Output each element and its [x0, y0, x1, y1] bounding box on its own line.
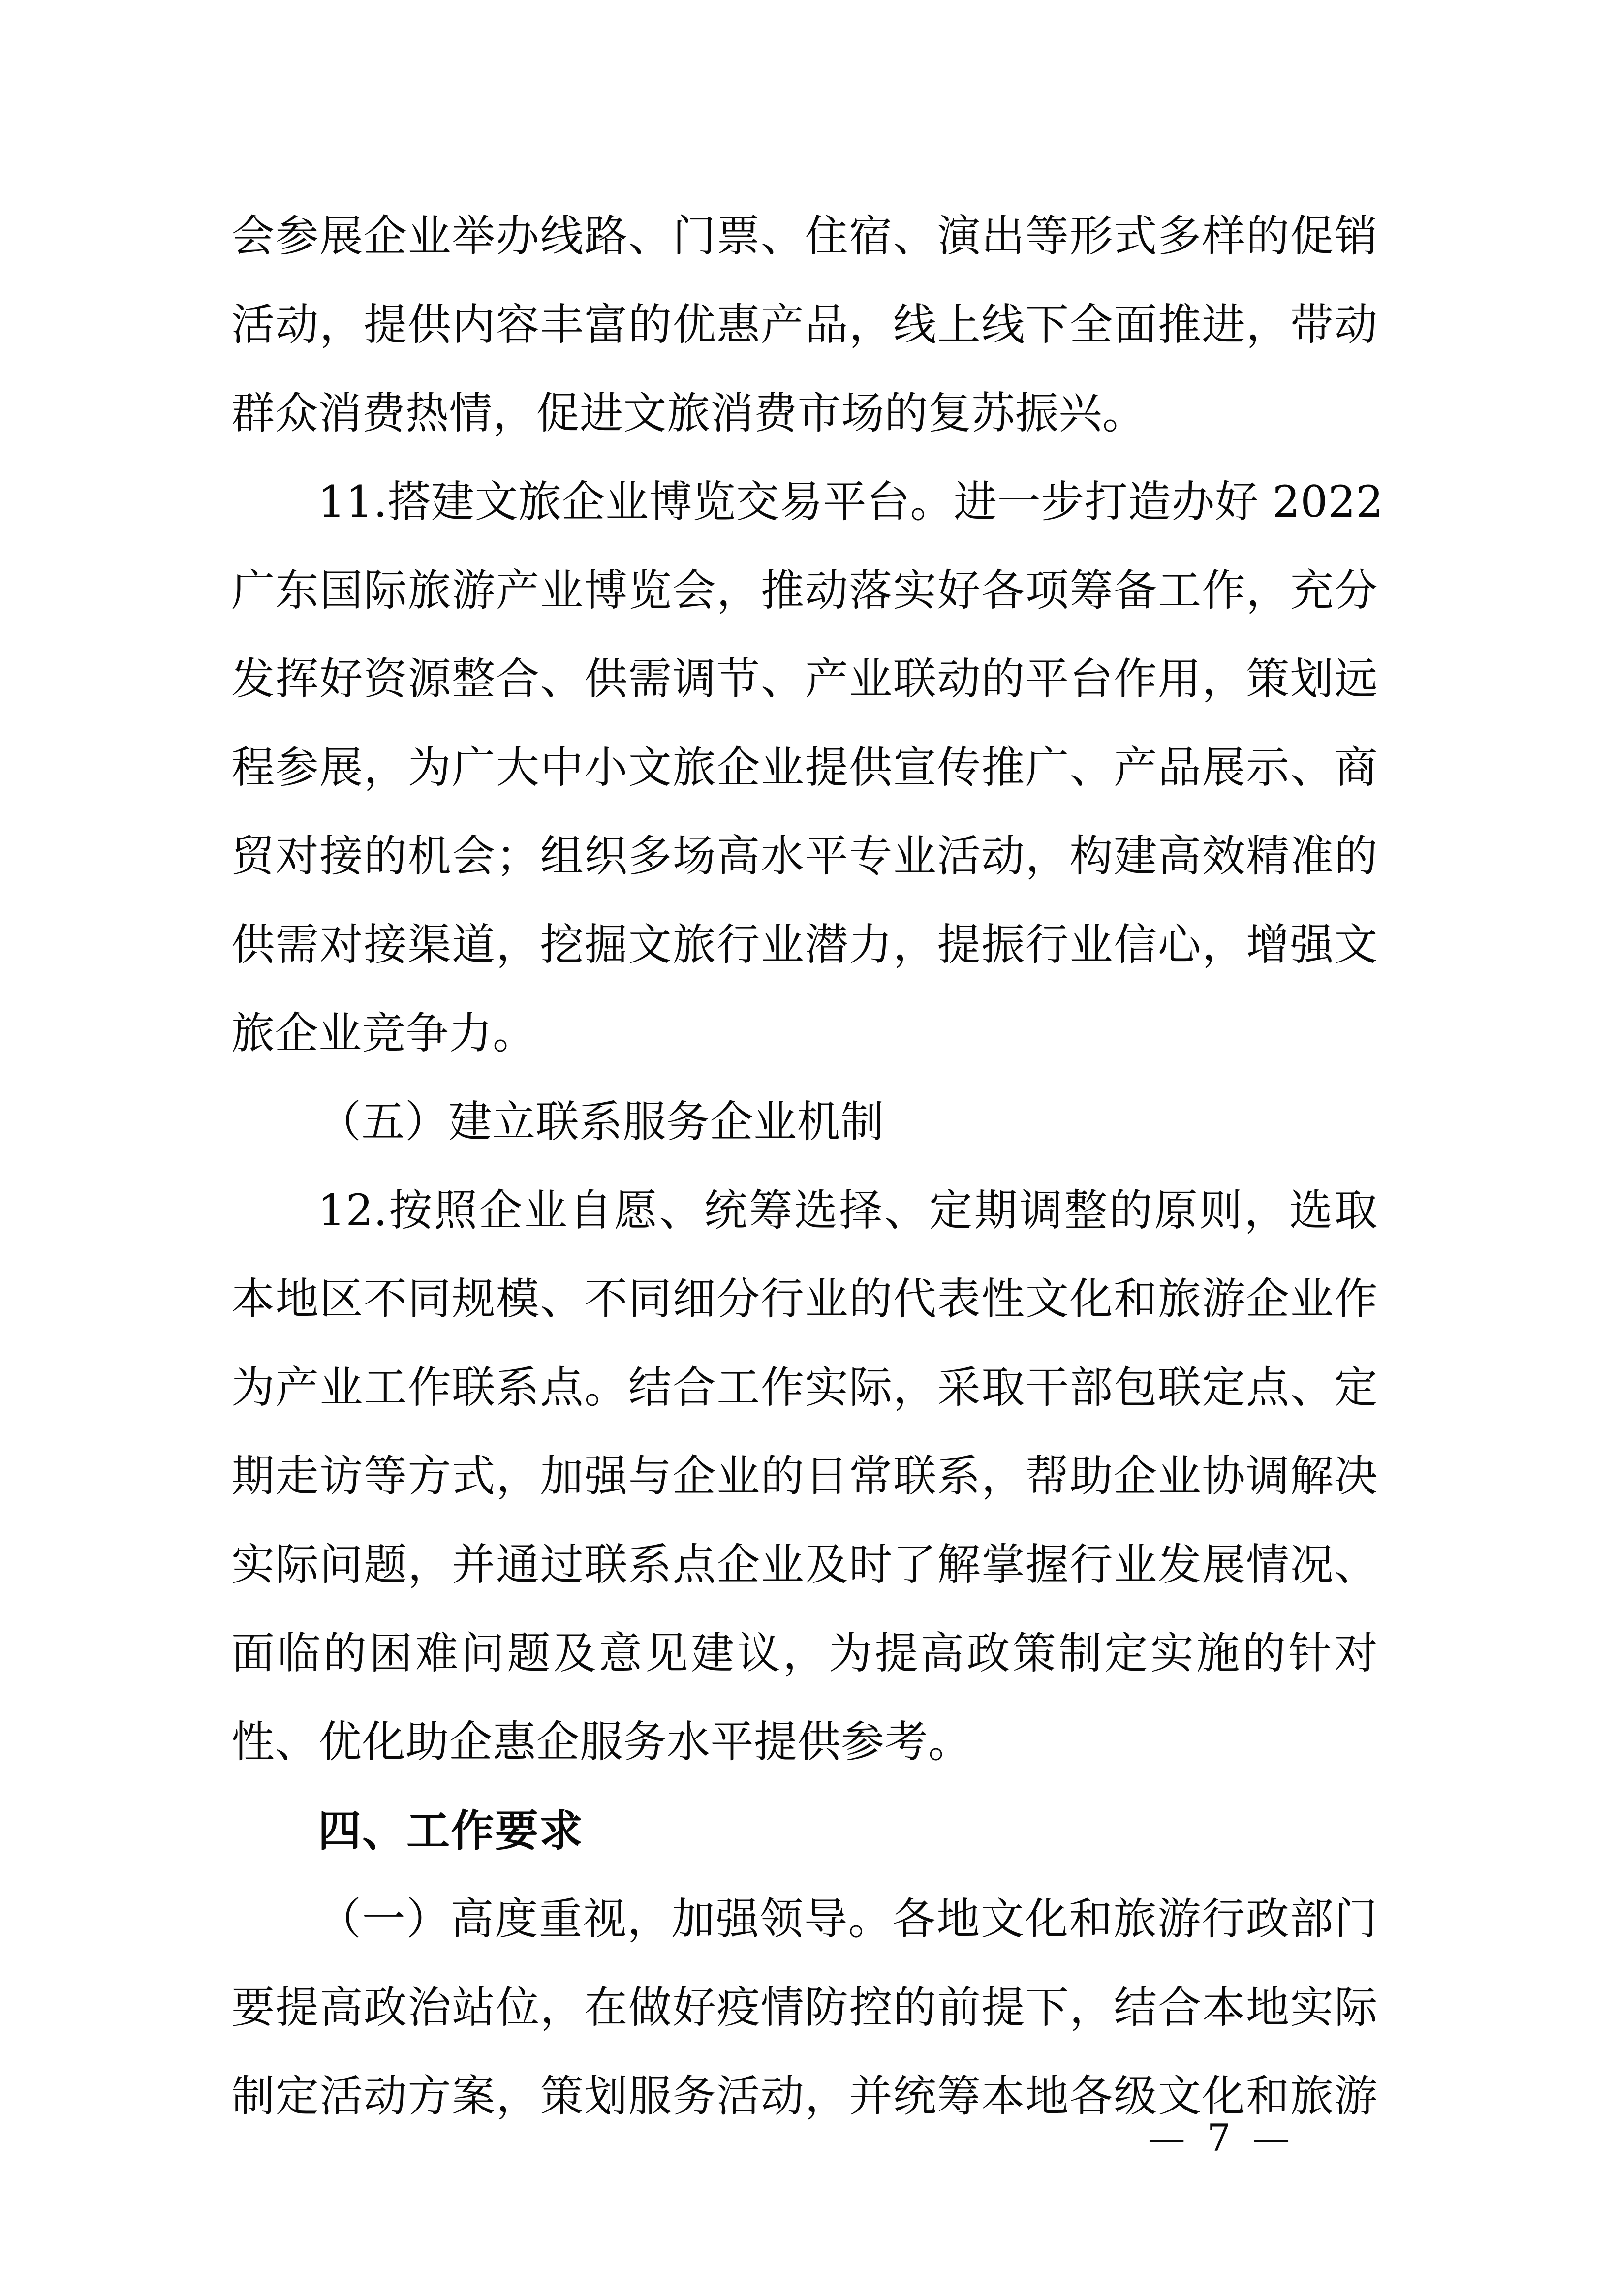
body-line: 期走访等方式，加强与企业的日常联系，帮助企业协调解决 — [231, 1451, 1378, 1501]
section-heading: 四、工作要求 — [318, 1805, 584, 1856]
body-line: 群众消费热情，促进文旅消费市场的复苏振兴。 — [231, 388, 1146, 438]
body-line: 会参展企业举办线路、门票、住宿、演出等形式多样的促销 — [231, 211, 1378, 261]
body-line: 旅企业竞争力。 — [231, 1008, 536, 1058]
body-line: 供需对接渠道，挖掘文旅行业潜力，提振行业信心，增强文 — [231, 919, 1378, 970]
document-body — [231, 192, 1384, 2141]
body-line: 要提高政治站位，在做好疫情防控的前提下，结合本地实际 — [231, 1982, 1378, 2033]
body-line: 程参展，为广大中小文旅企业提供宣传推广、产品展示、商 — [231, 742, 1378, 793]
body-line: 实际问题，并通过联系点企业及时了解掌握行业发展情况、 — [231, 1539, 1378, 1590]
body-line: 面临的困难问题及意见建议，为提高政策制定实施的针对 — [231, 1628, 1378, 1678]
body-line: 12.按照企业自愿、统筹选择、定期调整的原则，选取 — [318, 1185, 1378, 1236]
body-line: 贸对接的机会；组织多场高水平专业活动，构建高效精准的 — [231, 831, 1378, 881]
body-line: 性、优化助企惠企服务水平提供参考。 — [231, 1716, 972, 1767]
page-number — [0, 2116, 1616, 2160]
body-line: 为产业工作联系点。结合工作实际，采取干部包联定点、定 — [231, 1362, 1378, 1413]
body-line: （一）高度重视，加强领导。各地文化和旅游行政部门 — [318, 1893, 1378, 1944]
body-line: 发挥好资源整合、供需调节、产业联动的平台作用，策划远 — [231, 653, 1378, 704]
body-line: 广东国际旅游产业博览会，推动落实好各项筹备工作，充分 — [231, 565, 1378, 616]
body-line: 本地区不同规模、不同细分行业的代表性文化和旅游企业作 — [231, 1273, 1378, 1324]
subsection-heading-line: （五）建立联系服务企业机制 — [318, 1096, 884, 1147]
body-line: 11.搭建文旅企业博览交易平台。进一步打造办好 2022 — [318, 476, 1384, 527]
body-line: 活动，提供内容丰富的优惠产品，线上线下全面推进，带动 — [231, 299, 1378, 350]
page-number-label: — 7 — — [1148, 2116, 1295, 2160]
body-line: 制定活动方案，策划服务活动，并统筹本地各级文化和旅游 — [231, 2071, 1378, 2121]
